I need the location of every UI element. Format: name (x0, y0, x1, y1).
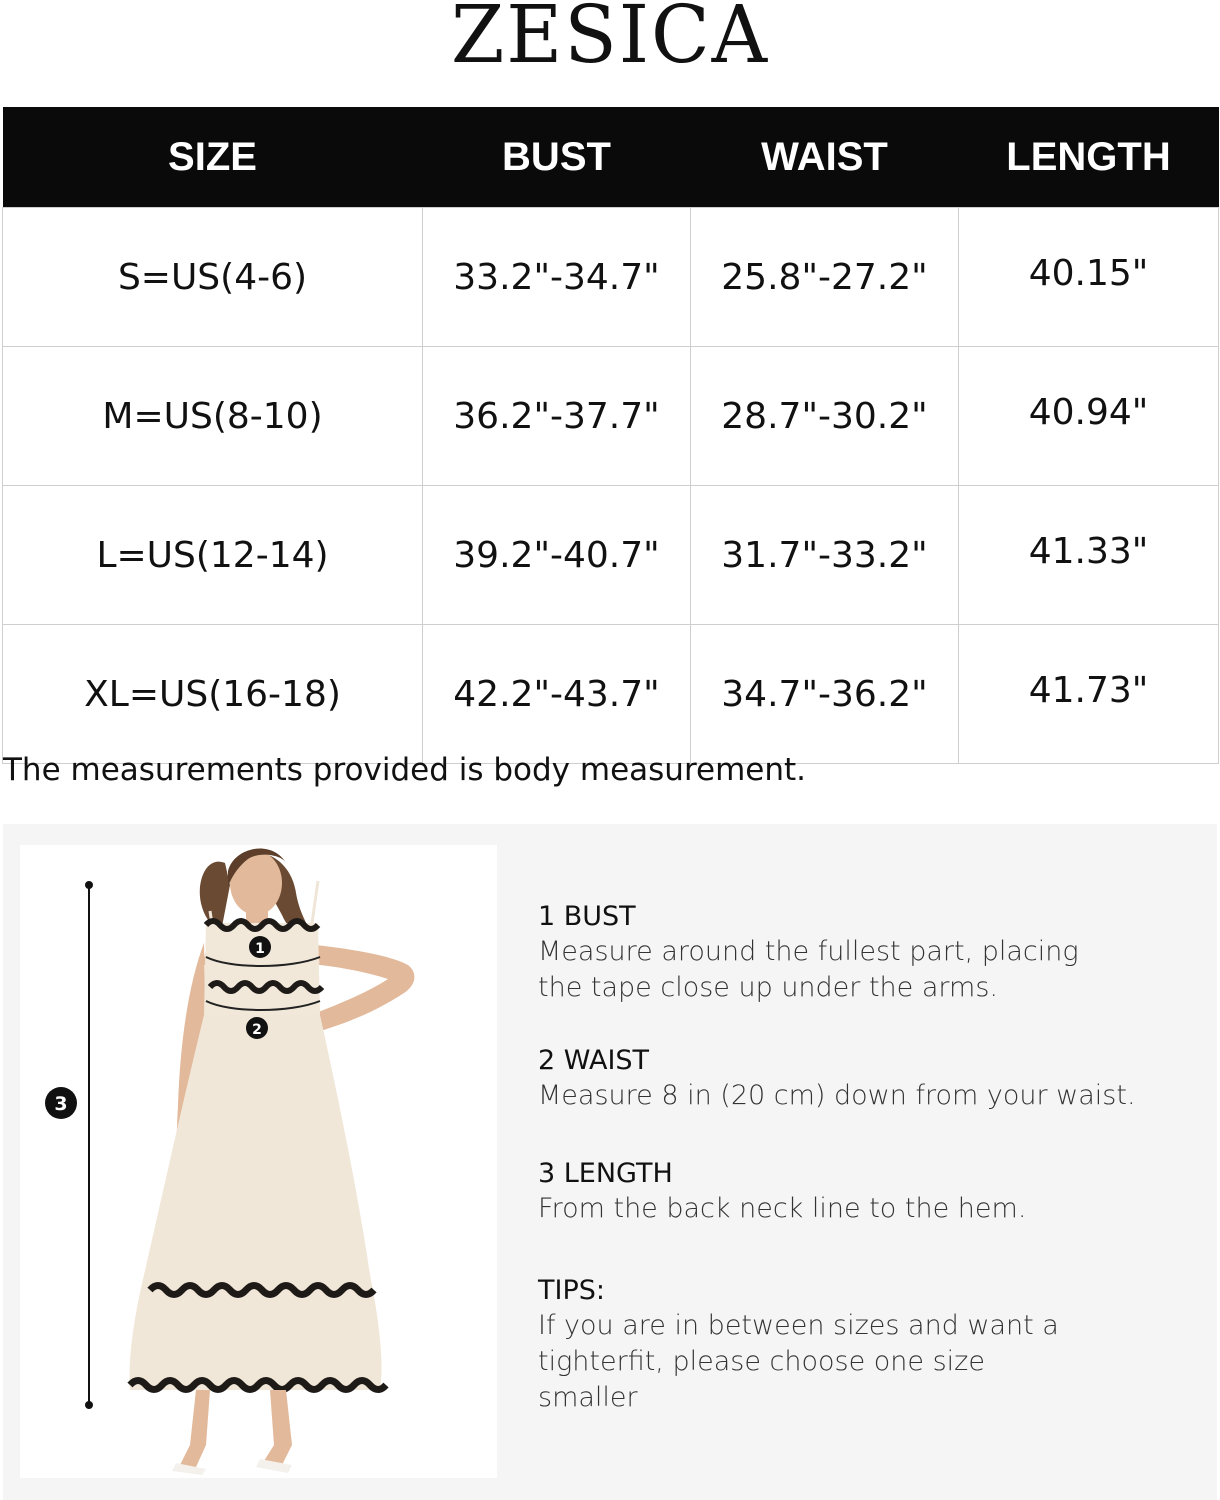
brand-logo: ZESICA (450, 0, 770, 81)
waist-text-line: Measure 8 in (20 cm) down from your waist. (538, 1080, 1136, 1111)
header-bust: BUST (423, 107, 691, 208)
length-line-end (85, 1401, 93, 1409)
table-header-row (3, 107, 1219, 208)
bust-instruction (538, 900, 1158, 1006)
cell-size: S=US(4-6) (3, 208, 423, 347)
tips-text-line: tighterfit, please choose one size (538, 1346, 985, 1377)
header-length: LENGTH (959, 107, 1219, 208)
measurement-guide (3, 824, 1217, 1500)
header-size: SIZE (3, 107, 423, 208)
right-leg (264, 1390, 292, 1465)
cell-length: 40.15" (959, 208, 1219, 347)
table-row (3, 208, 1219, 347)
waist-instruction (538, 1044, 1158, 1114)
dress-skirt (130, 1015, 382, 1390)
cell-waist: 34.7"-36.2" (691, 625, 959, 764)
bust-text-line: Measure around the fullest part, placing (538, 936, 1079, 967)
table-row (3, 347, 1219, 486)
waist-title: 2 WAIST (538, 1045, 650, 1076)
table-row (3, 486, 1219, 625)
cell-length: 41.73" (959, 625, 1219, 764)
cell-size: L=US(12-14) (3, 486, 423, 625)
cell-length: 40.94" (959, 347, 1219, 486)
tips-text-line: If you are in between sizes and want a (538, 1310, 1059, 1341)
cell-bust: 39.2"-40.7" (423, 486, 691, 625)
tips-text-line: smaller (538, 1382, 638, 1413)
length-text-line: From the back neck line to the hem. (538, 1193, 1027, 1224)
dress-illustration (20, 845, 497, 1478)
dress-figure (20, 845, 497, 1478)
left-leg (180, 1390, 210, 1467)
trim-wave (150, 1286, 374, 1295)
table-row (3, 625, 1219, 764)
marker-1-label: 1 (255, 941, 265, 957)
size-chart-table (2, 107, 1219, 764)
cell-size: M=US(8-10) (3, 347, 423, 486)
measurement-note: The measurements provided is body measurement. (3, 752, 807, 788)
tips-title: TIPS: (538, 1275, 605, 1306)
bust-text-line: the tape close up under the arms. (538, 972, 998, 1003)
length-title: 3 LENGTH (538, 1158, 673, 1189)
length-instruction (538, 1157, 1158, 1227)
right-arm (316, 945, 414, 1031)
cell-bust: 42.2"-43.7" (423, 625, 691, 764)
cell-size: XL=US(16-18) (3, 625, 423, 764)
cell-bust: 33.2"-34.7" (423, 208, 691, 347)
header-waist: WAIST (691, 107, 959, 208)
length-line-end (85, 881, 93, 889)
marker-2-label: 2 (252, 1022, 262, 1038)
bust-title: 1 BUST (538, 901, 636, 932)
cell-bust: 36.2"-37.7" (423, 347, 691, 486)
cell-waist: 25.8"-27.2" (691, 208, 959, 347)
tips-instruction (538, 1274, 1158, 1416)
marker-3-label: 3 (54, 1093, 68, 1115)
cell-waist: 28.7"-30.2" (691, 347, 959, 486)
cell-length: 41.33" (959, 486, 1219, 625)
cell-waist: 31.7"-33.2" (691, 486, 959, 625)
